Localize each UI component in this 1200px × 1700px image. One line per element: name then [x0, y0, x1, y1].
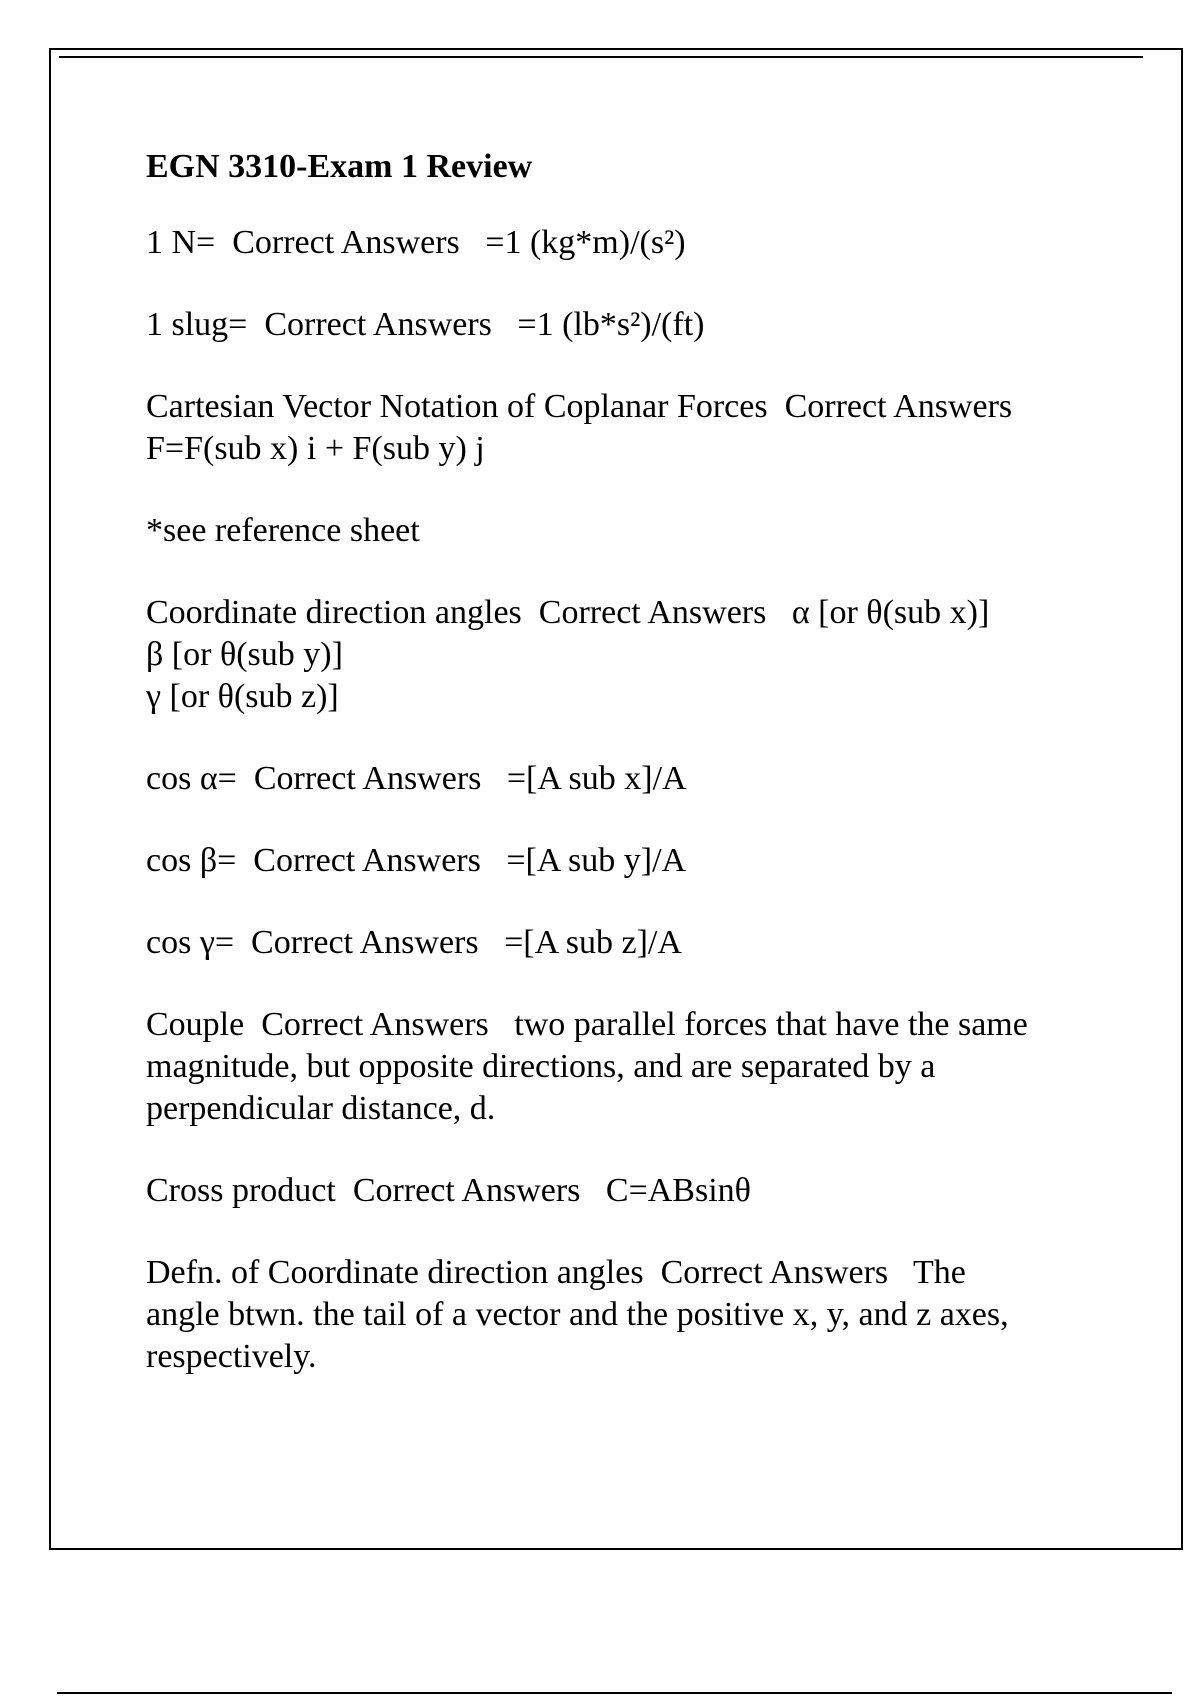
entry-label: Correct Answers [251, 924, 479, 961]
entry-line [146, 758, 1106, 800]
entry-term: cos α= [146, 760, 237, 797]
entry-answer: two parallel forces that have the same [514, 1006, 1028, 1043]
entry-coordinate-angles [146, 592, 1106, 718]
entry-term: Cartesian Vector Notation of Coplanar Forces [146, 388, 768, 425]
entry-label: Correct Answers [352, 1172, 581, 1209]
entry-label: Correct Answers [232, 224, 460, 261]
entry-cos-alpha [146, 758, 1106, 800]
entry-label: Correct Answers [253, 842, 481, 879]
entry-answer: C=ABsinθ [605, 1172, 751, 1209]
entry-answer: F=F(sub x) i + F(sub y) j [146, 430, 485, 467]
entry-label: Correct Answers [261, 1006, 489, 1043]
entry-label: Correct Answers [660, 1254, 889, 1291]
entry-label: Correct Answers [264, 306, 492, 343]
entry-term: Defn. of Coordinate direction angles [146, 1254, 644, 1291]
entry-term: Coordinate direction angles [146, 594, 522, 631]
entry-reference-note [146, 510, 1106, 552]
entry-answer: respectively. [146, 1338, 317, 1375]
entry-label: Correct Answers [784, 388, 1013, 425]
entry-answer: =[A sub y]/A [506, 842, 687, 879]
entry-term: Couple [146, 1006, 245, 1043]
entry-line [146, 1004, 1106, 1046]
entry-line [146, 304, 1106, 346]
entry-label: Correct Answers [253, 760, 482, 797]
entry-label: Correct Answers [538, 594, 767, 631]
entry-term: Cross product [146, 1172, 336, 1209]
bottom-rule [57, 1692, 1172, 1694]
document-title: EGN 3310-Exam 1 Review [146, 148, 533, 185]
top-rule [59, 56, 1143, 58]
entry-cross-product [146, 1170, 1106, 1212]
entry-slug [146, 304, 1106, 346]
entry-answer: γ [or θ(sub z)] [146, 678, 339, 715]
entry-answer: α [or θ(sub x)] [791, 594, 990, 631]
entry-answer: =[A sub z]/A [504, 924, 682, 961]
entry-answer: perpendicular distance, d. [146, 1090, 496, 1127]
entry-line [146, 222, 1106, 264]
entry-term: *see reference sheet [146, 512, 420, 549]
entry-newton [146, 222, 1106, 264]
entry-line [146, 1252, 1106, 1294]
entry-cos-gamma [146, 922, 1106, 964]
entry-answer: magnitude, but opposite directions, and are separated by a [146, 1048, 936, 1085]
document-content [146, 146, 1106, 1418]
entry-answer: =1 (lb*s²)/(ft) [517, 306, 705, 343]
entry-line [146, 1170, 1106, 1212]
entry-answer: The [913, 1254, 966, 1291]
entry-answer: angle btwn. the tail of a vector and the positive x, y, and z axes, [146, 1296, 1009, 1333]
entry-line [146, 386, 1106, 428]
entry-line [146, 922, 1106, 964]
entry-term: 1 N= [146, 224, 216, 261]
entry-cos-beta [146, 840, 1106, 882]
entry-line [146, 840, 1106, 882]
entry-term: 1 slug= [146, 306, 248, 343]
entry-line [146, 592, 1106, 634]
entry-answer: =[A sub x]/A [506, 760, 687, 797]
entry-term: cos γ= [146, 924, 235, 961]
entry-couple [146, 1004, 1106, 1130]
entry-cartesian-vector [146, 386, 1106, 470]
entry-term: cos β= [146, 842, 237, 879]
entry-answer: =1 (kg*m)/(s²) [485, 224, 686, 261]
entry-defn-coordinate-angles [146, 1252, 1106, 1378]
entry-answer: β [or θ(sub y)] [146, 636, 343, 673]
